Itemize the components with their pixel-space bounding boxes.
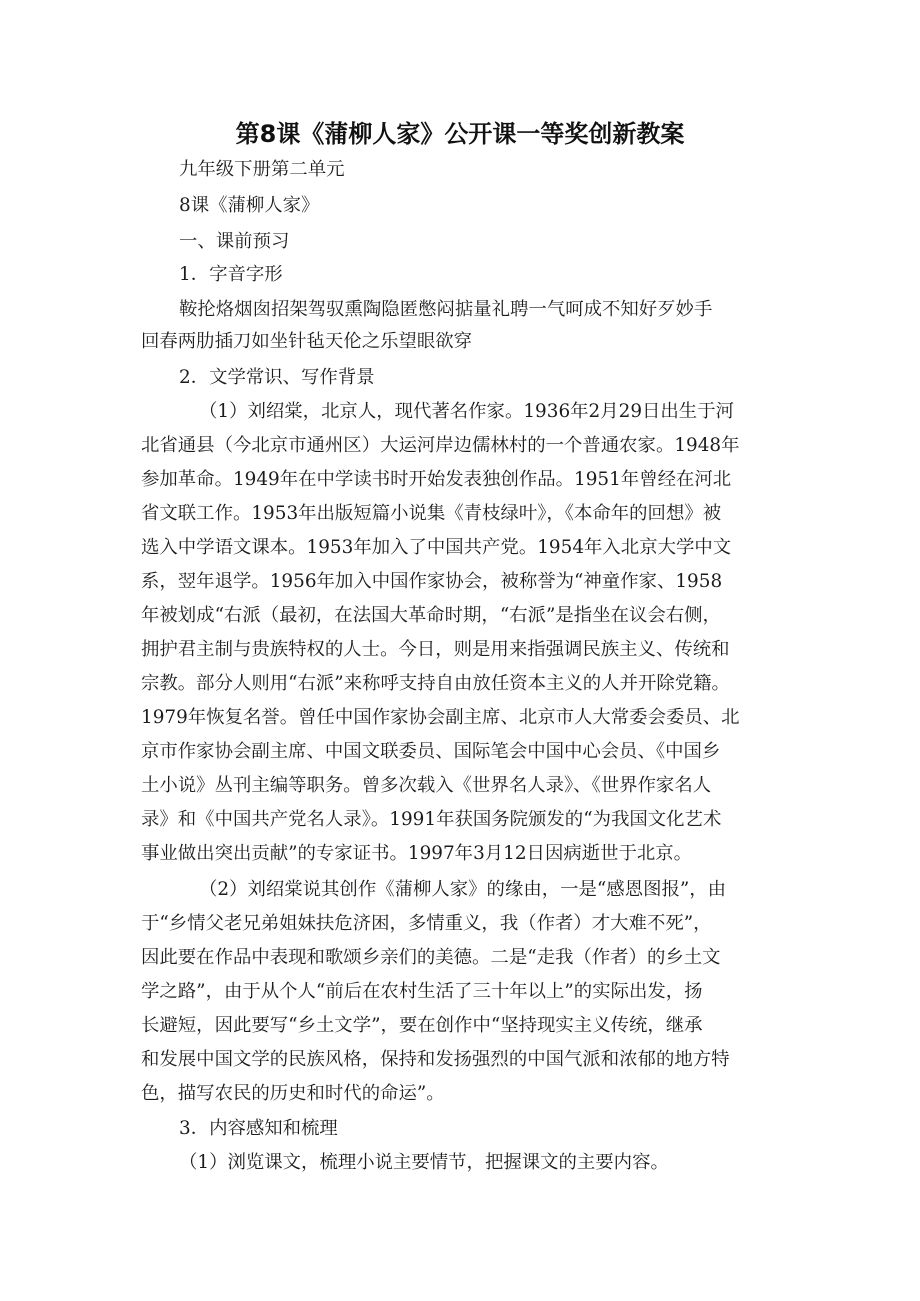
text-line: 1979年恢复名誉。曾任中国作家协会副主席、北京市人大常委会委员、北	[141, 707, 740, 728]
text-line: 鞍抡烙烟囱招架驾驭熏陶隐匿憋闷掂量礼聘一气呵成不知好歹妙手	[179, 299, 713, 320]
text-line: 3．内容感知和梳理	[179, 1118, 338, 1139]
text-line: 和发展中国文学的民族风格，保持和发扬强烈的中国气派和浓郁的地方特	[141, 1049, 730, 1070]
text-line: 拥护君主制与贵族特权的人士。今日，则是用来指强调民族主义、传统和	[141, 639, 730, 660]
text-line: 省文联工作。1953年出版短篇小说集《青枝绿叶》，《本命年的回想》被	[141, 503, 722, 524]
text-line: 2．文学常识、写作背景	[179, 367, 375, 388]
text-line: 于“乡情父老兄弟姐妹扶危济困，多情重义，我（作者）才大难不死”，	[141, 913, 712, 934]
text-line: 宗教。部分人则用“右派”来称呼支持自由放任资本主义的人并开除党籍。	[141, 673, 730, 694]
text-line: 九年级下册第二单元	[179, 159, 345, 180]
text-line: 土小说》丛刊主编等职务。曾多次载入《世界名人录》、《世界作家名人	[141, 775, 712, 796]
text-line: 参加革命。1949年在中学读书时开始发表独创作品。1951年曾经在河北	[141, 469, 732, 490]
text-line: 选入中学语文课本。1953年加入了中国共产党。1954年入北京大学中文	[141, 537, 732, 558]
text-line: （1）浏览课文，梳理小说主要情节，把握课文的主要内容。	[179, 1152, 669, 1173]
text-line: （2）刘绍棠说其创作《蒲柳人家》的缘由，一是“感恩图报”，由	[199, 879, 727, 900]
document-title: 第8课《蒲柳人家》公开课一等奖创新教案	[235, 120, 685, 148]
text-line: 一、课前预习	[179, 231, 290, 252]
text-line: 学之路”，由于从个人“前后在农村生活了三十年以上”的实际出发，扬	[141, 981, 703, 1002]
text-line: 长避短，因此要写“乡土文学”，要在创作中“坚持现实主义传统，继承	[141, 1015, 703, 1036]
text-line: 录》和《中国共产党名人录》。1991年获国务院颁发的“为我国文化艺术	[141, 809, 722, 830]
text-line: （1）刘绍棠，北京人，现代著名作家。1936年2月29日出生于河	[199, 401, 734, 422]
text-line: 8课《蒲柳人家》	[179, 195, 320, 216]
text-line: 系，翌年退学。1956年加入中国作家协会，被称誉为“神童作家、1958	[141, 571, 723, 592]
text-line: 年被划成“右派（最初，在法国大革命时期，“右派”是指坐在议会右侧，	[141, 605, 721, 626]
text-line: 北省通县（今北京市通州区）大运河岸边儒林村的一个普通农家。1948年	[141, 435, 740, 456]
text-line: 回春两肋插刀如坐针毡天伦之乐望眼欲穿	[141, 331, 473, 352]
text-line: 色，描写农民的历史和时代的命运”。	[141, 1083, 445, 1104]
text-line: 因此要在作品中表现和歌颂乡亲们的美德。二是“走我（作者）的乡土文	[141, 947, 721, 968]
text-line: 1．字音字形	[179, 264, 283, 285]
text-line: 京市作家协会副主席、中国文联委员、国际笔会中国中心会员、《中国乡	[141, 741, 721, 762]
text-line: 事业做出突出贡献”的专家证书。1997年3月12日因病逝世于北京。	[141, 843, 693, 864]
